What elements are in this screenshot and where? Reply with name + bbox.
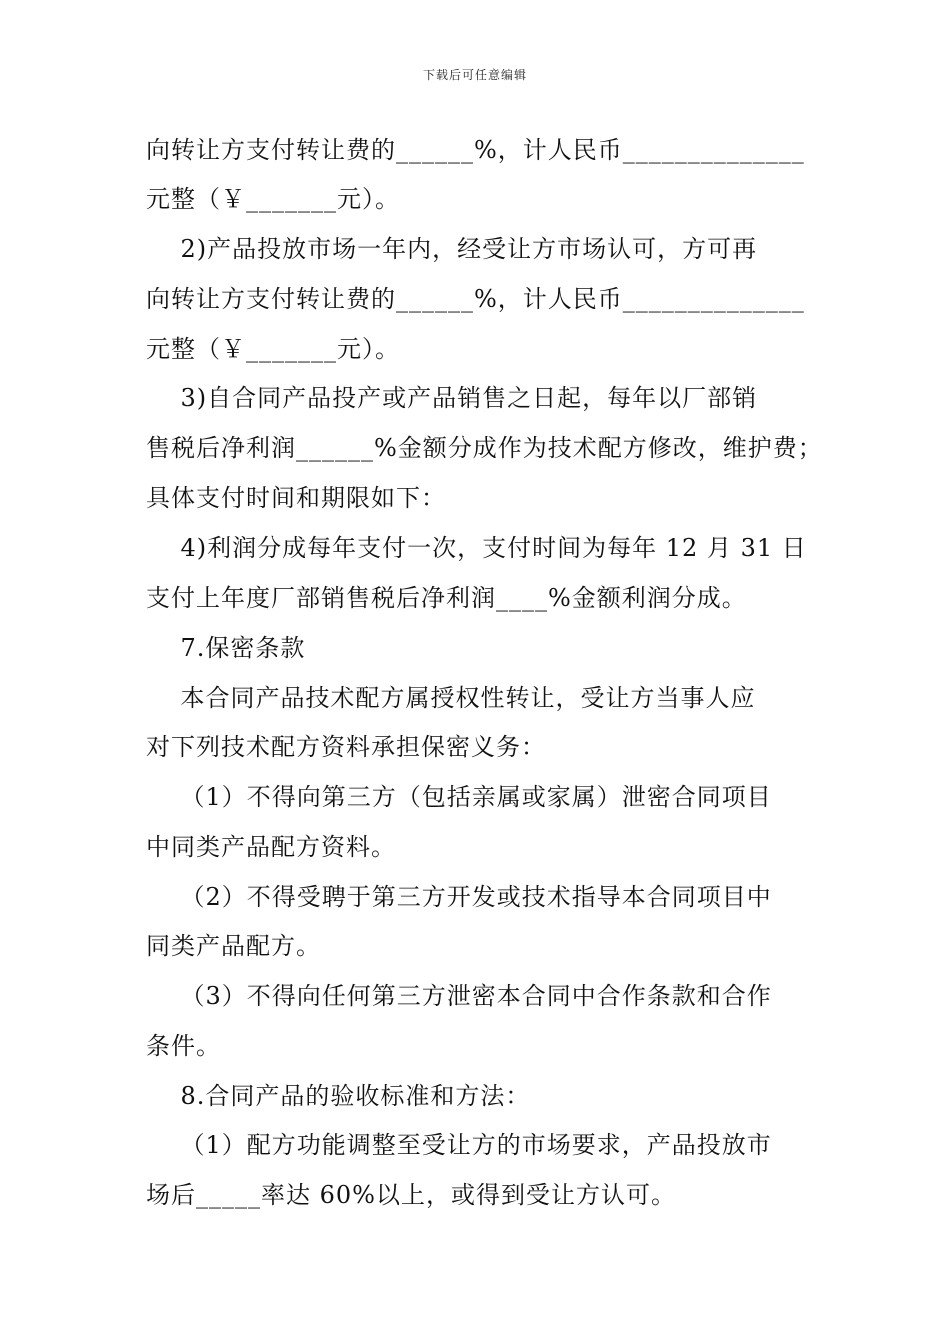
section-heading: 7.保密条款 bbox=[146, 634, 306, 662]
text-line: （1）不得向第三方（包括亲属或家属）泄密合同项目 bbox=[146, 783, 772, 811]
text-line: 向转让方支付转让费的______%，计人民币______________ bbox=[146, 285, 805, 313]
text-line: 向转让方支付转让费的______%，计人民币______________ bbox=[146, 136, 805, 164]
text-line: 售税后净利润______%金额分成作为技术配方修改，维护费； bbox=[146, 434, 823, 462]
text-line: 本合同产品技术配方属授权性转让，受让方当事人应 bbox=[146, 684, 756, 712]
text-line: 同类产品配方。 bbox=[146, 932, 321, 960]
text-line: （2）不得受聘于第三方开发或技术指导本合同项目中 bbox=[146, 883, 772, 911]
text-line: 元整（￥_______元）。 bbox=[146, 335, 400, 363]
text-line: 支付上年度厂部销售税后净利润____%金额利润分成。 bbox=[146, 584, 747, 612]
text-line: 场后_____率达 60%以上，或得到受让方认可。 bbox=[146, 1181, 676, 1209]
section-heading: 8.合同产品的验收标准和方法： bbox=[146, 1082, 531, 1110]
text-line: 元整（￥_______元）。 bbox=[146, 185, 400, 213]
text-line: 3)自合同产品投产或产品销售之日起，每年以厂部销 bbox=[146, 384, 758, 412]
text-line: 具体支付时间和期限如下： bbox=[146, 484, 446, 512]
text-line: 对下列技术配方资料承担保密义务： bbox=[146, 733, 546, 761]
text-line: 2)产品投放市场一年内，经受让方市场认可，方可再 bbox=[146, 235, 758, 263]
text-line: （3）不得向任何第三方泄密本合同中合作条款和合作 bbox=[146, 982, 772, 1010]
text-line: 中同类产品配方资料。 bbox=[146, 833, 396, 861]
page-header: 下载后可任意编辑 bbox=[422, 68, 527, 82]
text-line: 4)利润分成每年支付一次，支付时间为每年 12 月 31 日 bbox=[146, 534, 807, 562]
text-line: （1）配方功能调整至受让方的市场要求，产品投放市 bbox=[146, 1131, 772, 1159]
text-line: 条件。 bbox=[146, 1032, 221, 1060]
